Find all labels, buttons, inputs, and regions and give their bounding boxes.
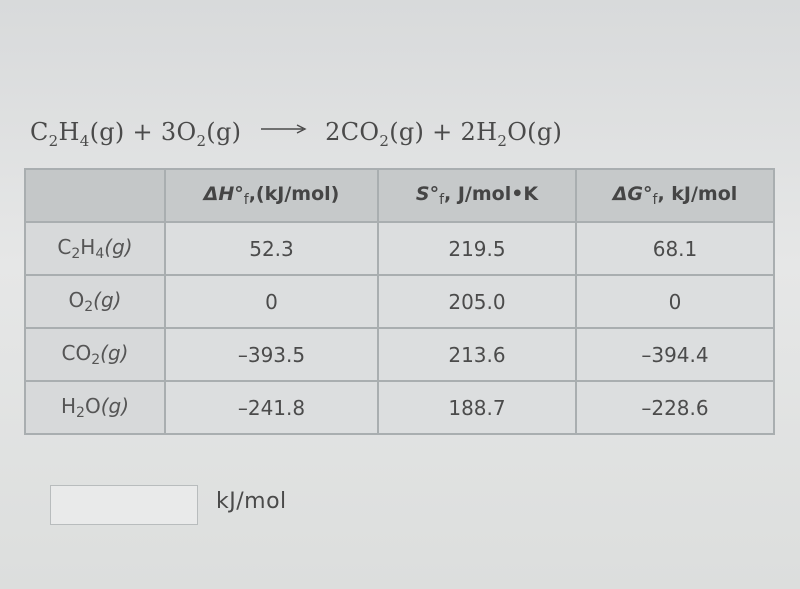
table-row	[25, 222, 774, 275]
reaction-equation	[30, 118, 562, 150]
table-cell: –394.4	[576, 328, 774, 381]
table-cell: 213.6	[378, 328, 576, 381]
table-cell: –393.5	[165, 328, 378, 381]
table-row	[25, 275, 774, 328]
header-enthalpy: $\Delta H^\circ_f,(kJ/mol)$	[165, 169, 378, 222]
table-cell: 0	[165, 275, 378, 328]
table-cell: 188.7	[378, 381, 576, 434]
table-cell: 219.5	[378, 222, 576, 275]
species-h2o: $H_2O(g)$	[25, 381, 165, 434]
table-cell: 52.3	[165, 222, 378, 275]
table-header-row	[25, 169, 774, 222]
plus-sign: +	[132, 118, 153, 146]
answer-unit-label: kJ/mol	[216, 489, 287, 514]
reactant-o2: $3O_2(g)$	[160, 118, 242, 150]
table-cell: 68.1	[576, 222, 774, 275]
table-corner-cell	[25, 169, 165, 222]
product-h2o: $2H_2O(g)$	[460, 118, 563, 150]
table-cell: –241.8	[165, 381, 378, 434]
table-cell: 0	[576, 275, 774, 328]
header-entropy: $S^\circ_f$, J/mol•K	[378, 169, 576, 222]
table-row	[25, 381, 774, 434]
reaction-arrow-icon	[261, 124, 307, 134]
header-gibbs: $\Delta G^\circ_f$, kJ/mol	[576, 169, 774, 222]
table-cell: 205.0	[378, 275, 576, 328]
plus-sign: +	[432, 118, 453, 146]
thermodynamic-data-table	[24, 168, 775, 435]
species-co2: $CO_2(g)$	[25, 328, 165, 381]
table-cell: –228.6	[576, 381, 774, 434]
table-row	[25, 328, 774, 381]
species-c2h4: $C_2H_4(g)$	[25, 222, 165, 275]
reactant-c2h4: $C_2H_4(g)$	[30, 118, 125, 150]
answer-input[interactable]	[50, 485, 198, 525]
product-co2: $2CO_2(g)$	[325, 118, 425, 150]
species-o2: $O_2(g)$	[25, 275, 165, 328]
